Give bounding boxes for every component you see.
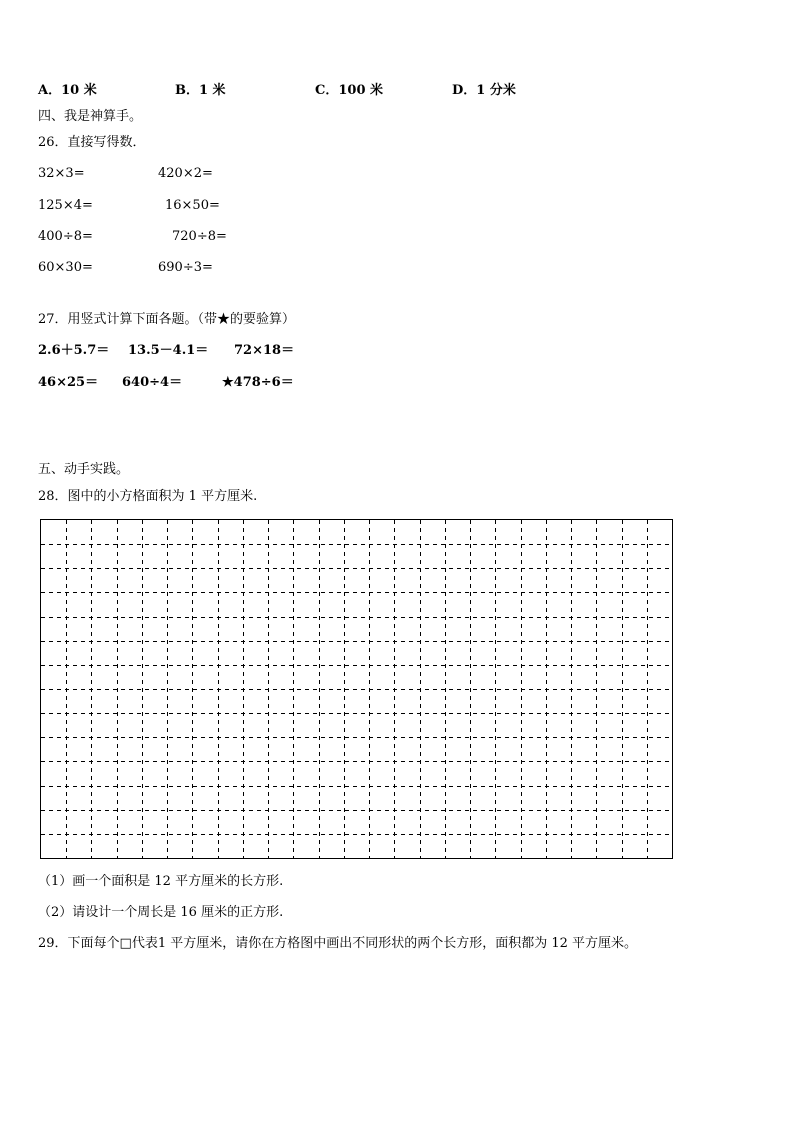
section4-title: 四、我是神算手。 — [38, 109, 143, 124]
q29-title: 29．下面每个□代表1 平方厘米，请你在方格图中画出不同形状的两个长方形，面积都为 12 平方厘米。 — [38, 936, 638, 951]
q27-item: 2.6＋5.7＝ — [38, 343, 110, 358]
option-d: D．1 分米 — [452, 83, 516, 98]
q26-item: 125×4= — [38, 198, 93, 213]
q27-title: 27．用竖式计算下面各题。（带★的要验算） — [38, 312, 296, 327]
q26-item: 420×2= — [158, 166, 213, 181]
q28-sub1: （1）画一个面积是 12 平方厘米的长方形. — [38, 874, 284, 889]
q27-item: 72×18＝ — [234, 343, 295, 358]
q28-title: 28．图中的小方格面积为 1 平方厘米. — [38, 489, 258, 504]
q27-item: ★478÷6＝ — [222, 375, 294, 390]
q26-item: 16×50= — [165, 198, 220, 213]
q26-item: 720÷8= — [172, 229, 227, 244]
section5-title: 五、动手实践。 — [38, 462, 130, 477]
option-a: A．10 米 — [38, 83, 97, 98]
q26-item: 690÷3= — [158, 260, 213, 275]
grid-lines — [41, 520, 672, 858]
square-grid — [40, 519, 673, 859]
q26-item: 60×30= — [38, 260, 93, 275]
option-b: B．1 米 — [175, 83, 226, 98]
q26-item: 32×3= — [38, 166, 85, 181]
q27-item: 640÷4＝ — [122, 375, 183, 390]
q26-item: 400÷8= — [38, 229, 93, 244]
q28-sub2: （2）请设计一个周长是 16 厘米的正方形. — [38, 905, 284, 920]
q27-item: 13.5－4.1＝ — [128, 343, 209, 358]
q27-item: 46×25＝ — [38, 375, 99, 390]
option-c: C．100 米 — [315, 83, 384, 98]
q26-title: 26．直接写得数． — [38, 135, 146, 150]
